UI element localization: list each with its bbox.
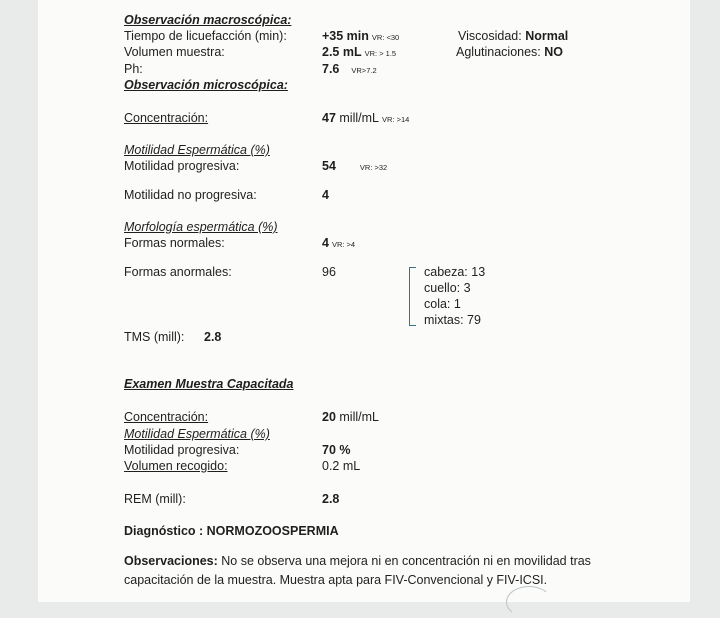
micro-concentracion-vr: VR: >14	[381, 115, 410, 124]
ph-label: Ph:	[124, 62, 143, 76]
licuefaccion-result	[322, 29, 399, 45]
normales-vr: VR: >4	[331, 240, 356, 249]
capacitada-heading: Examen Muestra Capacitada	[124, 377, 294, 391]
viscosidad-label: Viscosidad:	[458, 29, 522, 43]
aglutinaciones-value: NO	[544, 45, 564, 59]
tms-value: 2.8	[204, 330, 222, 344]
volumen-value: 2.5 mL	[322, 45, 362, 59]
cap-concentracion-label: Concentración:	[124, 410, 209, 424]
normales-value: 4	[322, 236, 329, 250]
anormales-bracket	[409, 267, 416, 326]
progresiva-label: Motilidad progresiva:	[124, 159, 240, 173]
observaciones-label: Observaciones:	[124, 554, 218, 568]
volumen-label: Volumen muestra:	[124, 45, 225, 59]
cap-volumen-label: Volumen recogido:	[124, 459, 228, 473]
licuefaccion-value: +35 min	[322, 29, 369, 43]
micro-concentracion-unit: mill/mL	[339, 111, 379, 125]
ph-value: 7.6	[322, 62, 340, 76]
volumen-result	[322, 45, 396, 61]
cap-motilidad-heading: Motilidad Espermática (%)	[124, 427, 270, 441]
normales-label: Formas normales:	[124, 236, 225, 250]
progresiva-value: 54	[322, 159, 336, 173]
aglutinaciones-label: Aglutinaciones:	[456, 45, 541, 59]
licuefaccion-vr: VR: <30	[371, 33, 400, 42]
progresiva-result	[322, 159, 387, 175]
anormales-breakdown-item: cola: 1	[424, 297, 461, 311]
viscosidad-field	[458, 29, 568, 44]
cap-concentracion-unit: mill/mL	[339, 410, 379, 424]
tms-label: TMS (mill):	[124, 330, 185, 344]
viscosidad-value: Normal	[525, 29, 569, 43]
anormales-breakdown-item: cabeza: 13	[424, 265, 486, 279]
aglutinaciones-field	[456, 45, 563, 60]
macro-heading: Observación macroscópica:	[124, 13, 292, 27]
diagnostico	[124, 524, 339, 539]
cap-concentracion-value: 20	[322, 410, 336, 424]
morfologia-heading: Morfología espermática (%)	[124, 220, 278, 234]
micro-concentracion-value: 47	[322, 111, 336, 125]
progresiva-vr: VR: >32	[359, 163, 388, 172]
anormales-label: Formas anormales:	[124, 265, 232, 279]
licuefaccion-label: Tiempo de licuefacción (min):	[124, 29, 287, 43]
anormales-breakdown-item: mixtas: 79	[424, 313, 481, 327]
ph-result	[322, 62, 377, 78]
diagnostico-label: Diagnóstico :	[124, 524, 204, 538]
report-page	[38, 0, 690, 602]
no-progresiva-value: 4	[322, 188, 329, 202]
micro-concentracion-label: Concentración:	[124, 111, 209, 125]
anormales-value: 96	[322, 265, 336, 279]
micro-concentracion-result	[322, 111, 409, 127]
cap-progresiva-label: Motilidad progresiva:	[124, 443, 240, 457]
motilidad-heading: Motilidad Espermática (%)	[124, 143, 270, 157]
cap-volumen-value: 0.2 mL	[322, 459, 361, 473]
cap-progresiva-value: 70 %	[322, 443, 351, 457]
observaciones-line-1	[124, 554, 591, 569]
ph-vr: VR>7.2	[351, 66, 377, 75]
signature-mark	[506, 586, 552, 618]
cap-concentracion-result	[322, 410, 379, 425]
volumen-vr: VR: > 1.5	[364, 49, 397, 58]
anormales-breakdown-item: cuello: 3	[424, 281, 471, 295]
rem-label: REM (mill):	[124, 492, 186, 506]
normales-result	[322, 236, 355, 252]
rem-value: 2.8	[322, 492, 340, 506]
observaciones-text-2: capacitación de la muestra. Muestra apta para FIV-Convencional y FIV-ICSI.	[124, 573, 548, 587]
diagnostico-value: NORMOZOOSPERMIA	[206, 524, 339, 538]
no-progresiva-label: Motilidad no progresiva:	[124, 188, 257, 202]
micro-heading: Observación microscópica:	[124, 78, 288, 92]
observaciones-text-1: No se observa una mejora ni en concentración ni en movilidad tras	[221, 554, 591, 568]
